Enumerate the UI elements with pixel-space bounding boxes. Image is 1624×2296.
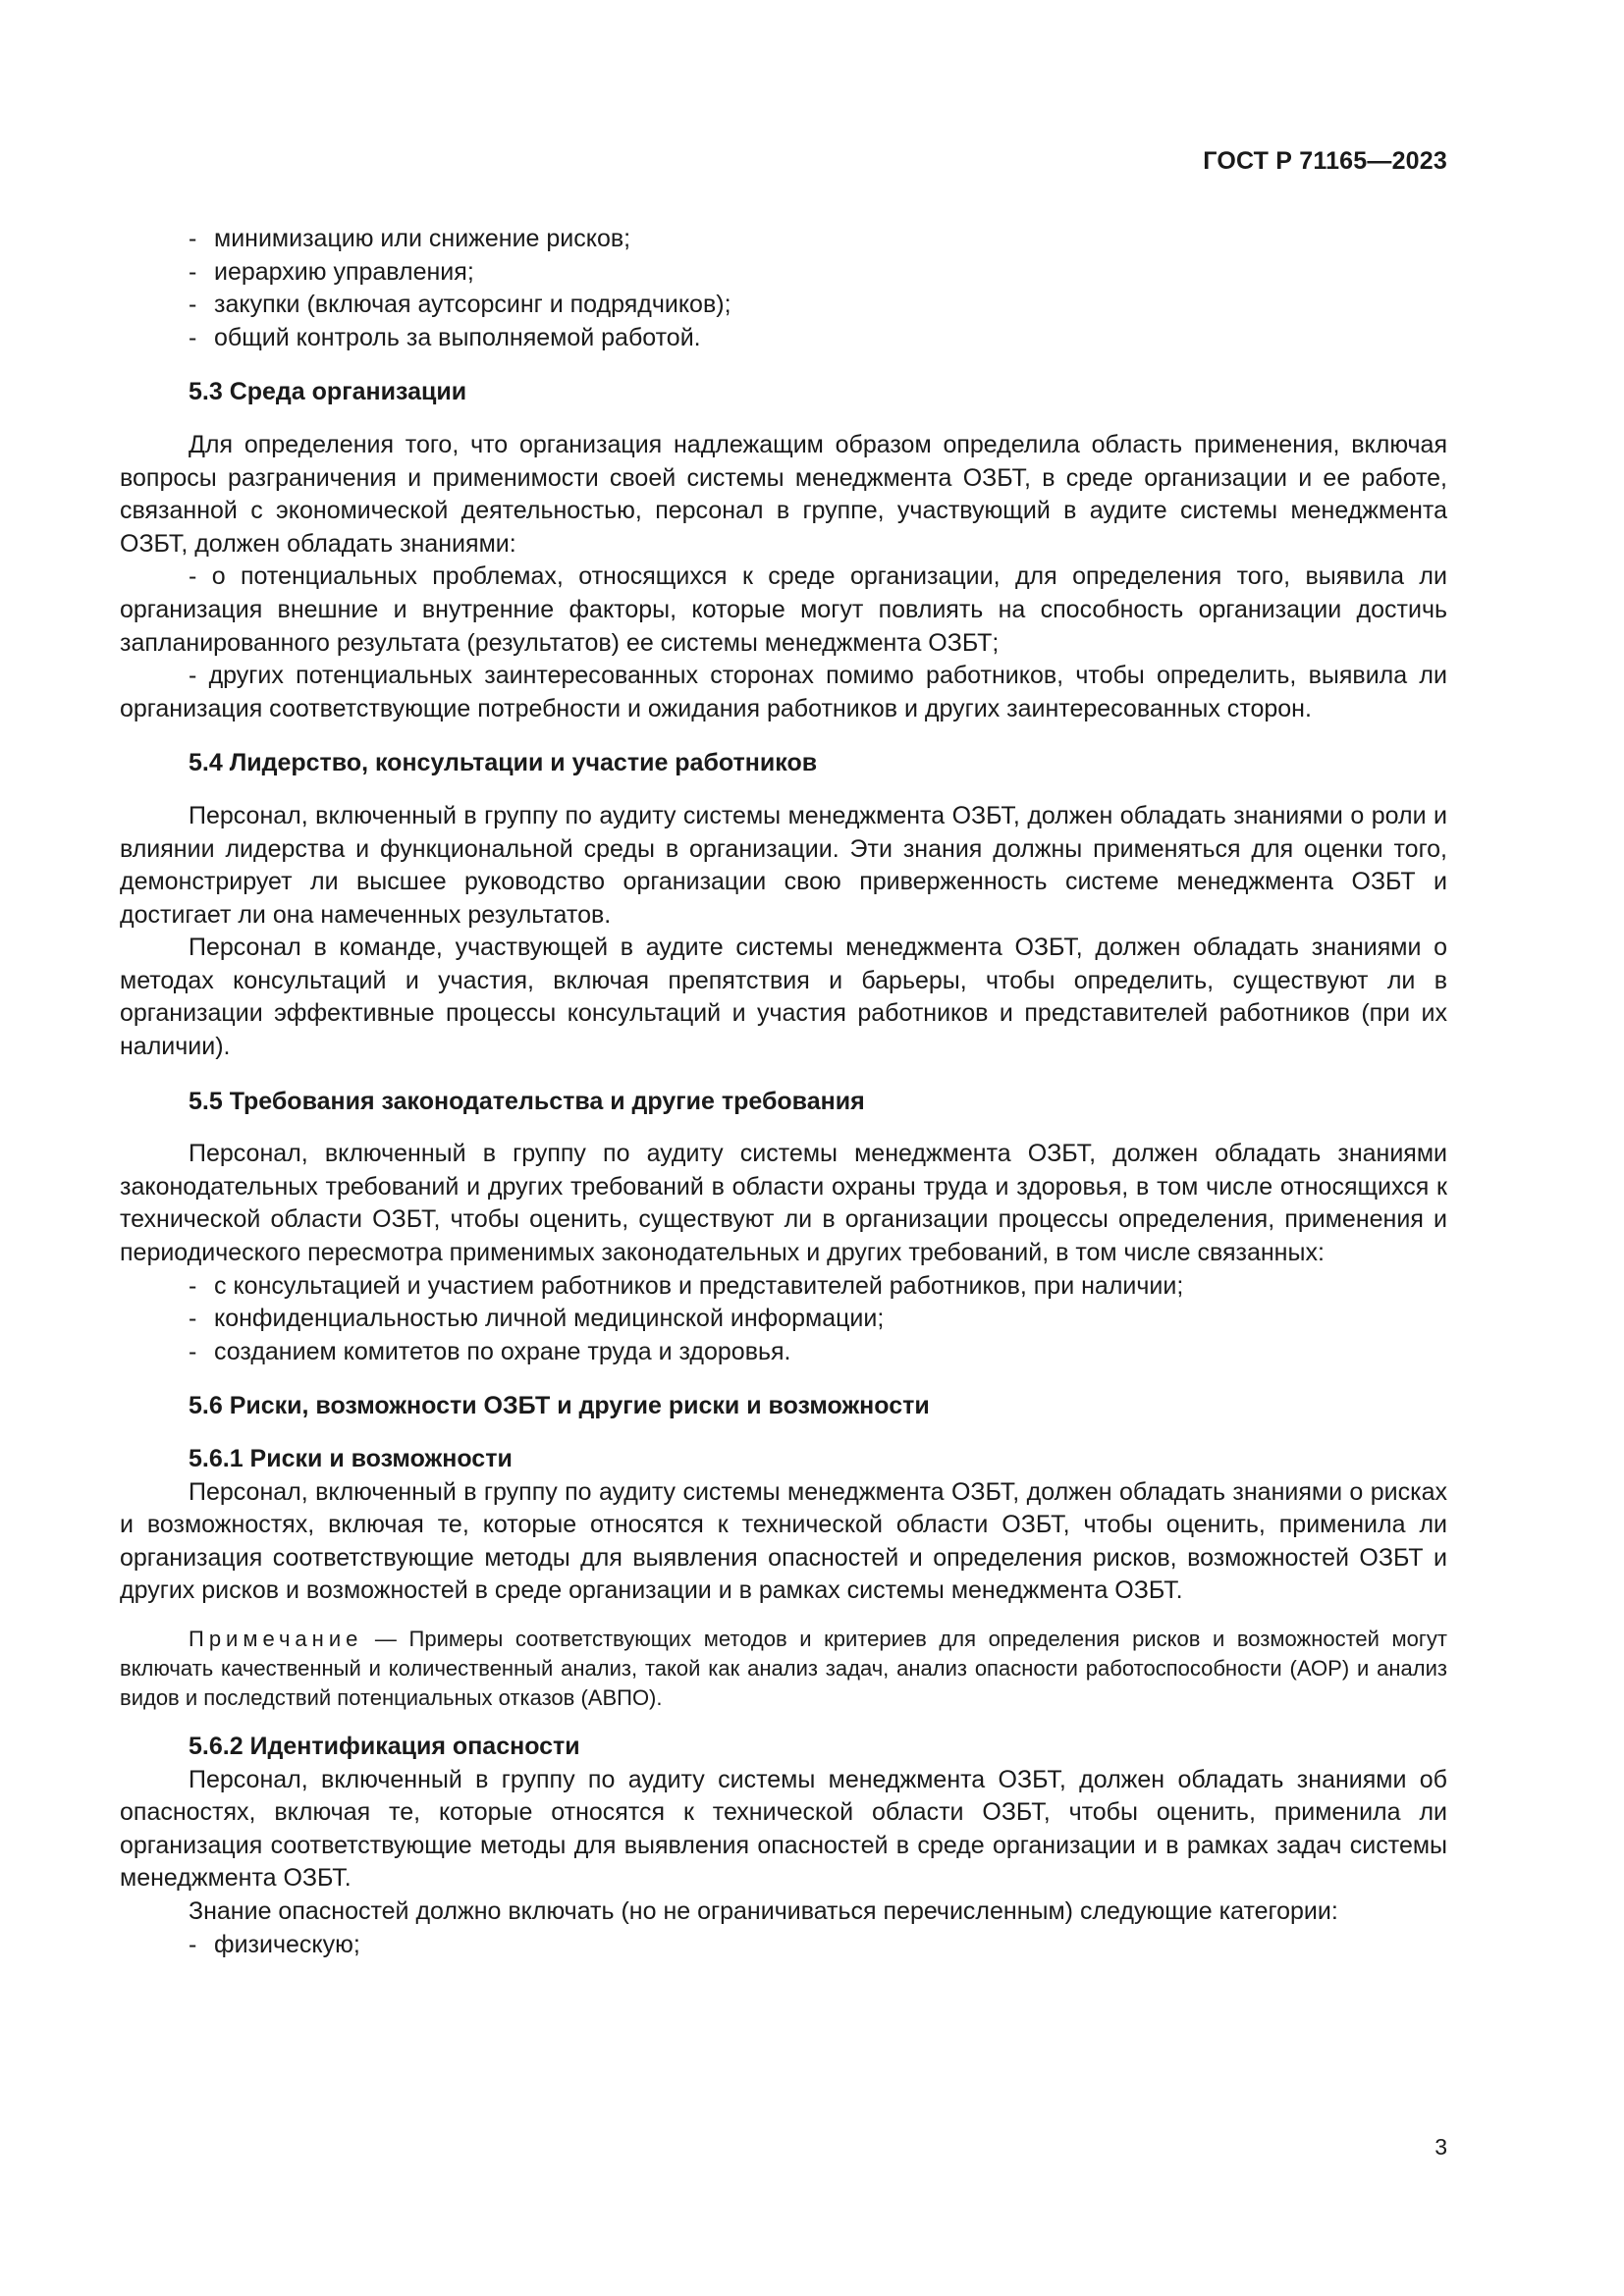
list-item: - иерархию управления;	[189, 257, 474, 286]
list-item: - физическую;	[189, 1930, 360, 1958]
section-heading-5-6: 5.6 Риски, возможности ОЗБТ и другие риски и возможности	[189, 1392, 930, 1420]
list-item: - о потенциальных проблемах, относящихся к среде организации, для определения того, выявила ли организация внешние и внутренние факторы, которые могут повлиять на способность организации достичь запланированного результата (результатов) ее системы менеджмента ОЗБТ;	[120, 562, 1447, 657]
list-item: - закупки (включая аутсорсинг и подрядчиков);	[189, 291, 731, 319]
list-item: - с консультацией и участием работников и представителей работников, при наличии;	[189, 1271, 1184, 1300]
paragraph: Персонал, включенный в группу по аудиту системы менеджмента ОЗБТ, должен обладать знаниями о рисках и возможностях, включая те, которые относятся к технической области ОЗБТ, чтобы оценить, применила ли организация соответствующие методы для выявления опасностей и определения рисков, возможностей ОЗБТ и других рисков и возможностей в среде организации и в рамках системы менеджмента ОЗБТ.	[120, 1477, 1447, 1605]
section-heading-5-4: 5.4 Лидерство, консультации и участие работников	[189, 749, 818, 777]
document-body	[120, 223, 1447, 1961]
paragraph: Для определения того, что организация надлежащим образом определила область применения, включая вопросы разграничения и применимости своей системы менеджмента ОЗБТ, в среде организации и ее работе, связанной с экономической деятельностью, персонал в группе, участвующий в аудите системы менеджмента ОЗБТ, должен обладать знаниями:	[120, 430, 1447, 558]
section-heading-5-5: 5.5 Требования законодательства и другие требования	[189, 1087, 865, 1115]
page-number: 3	[1435, 2134, 1447, 2160]
paragraph: Персонал в команде, участвующей в аудите системы менеджмента ОЗБТ, должен обладать знаниями о методах консультаций и участия, включая препятствия и барьеры, чтобы определить, существуют ли в организации эффективные процессы консультаций и участия работников и представителей работников (при их наличии).	[120, 934, 1447, 1061]
paragraph: Персонал, включенный в группу по аудиту системы менеджмента ОЗБТ, должен обладать знаниями о роли и влиянии лидерства и функциональной среды в организации. Эти знания должны применяться для оценки того, демонстрирует ли высшее руководство организации свою приверженность системе менеджмента ОЗБТ и достигает ли она намеченных результатов.	[120, 801, 1447, 929]
note-text: — Примеры соответствующих методов и критериев для определения рисков и возможностей могут включать качественный и количественный анализ, такой как анализ задач, анализ опасности работоспособности (АОР) и анализ видов и последствий потенциальных отказов (АВПО).	[120, 1626, 1447, 1710]
subsection-heading-5-6-2: 5.6.2 Идентификация опасности	[189, 1732, 580, 1760]
list-item: - конфиденциальностью личной медицинской информации;	[189, 1305, 885, 1333]
list-item: - минимизацию или снижение рисков;	[189, 225, 631, 252]
list-item: - созданием комитетов по охране труда и здоровья.	[189, 1337, 791, 1365]
list-item: - других потенциальных заинтересованных сторонах помимо работников, чтобы определить, выявила ли организация соответствующие потребности и ожидания работников и других заинтересованных сторон.	[120, 662, 1447, 722]
bullet-list-top	[120, 223, 1447, 354]
document-code-header: ГОСТ Р 71165—2023	[1203, 147, 1447, 175]
paragraph: Персонал, включенный в группу по аудиту системы менеджмента ОЗБТ, должен обладать знаниями об опасностях, включая те, которые относятся к технической области ОЗБТ, чтобы оценить, применила ли организация соответствующие методы для выявления опасностей в среде организации и в рамках задач системы менеджмента ОЗБТ.	[120, 1765, 1447, 1893]
paragraph: Знание опасностей должно включать (но не ограничиваться перечисленным) следующие категории:	[189, 1896, 1338, 1925]
section-heading-5-3: 5.3 Среда организации	[189, 378, 467, 406]
paragraph: Персонал, включенный в группу по аудиту системы менеджмента ОЗБТ, должен обладать знаниями законодательных требований и других требований в области охраны труда и здоровья, в том числе относящихся к технической области ОЗБТ, чтобы оценить, существуют ли в организации процессы определения, применения и периодического пересмотра применимых законодательных и других требований, в том числе связанных:	[120, 1140, 1447, 1267]
list-item: - общий контроль за выполняемой работой.	[189, 323, 701, 351]
note	[120, 1625, 1447, 1713]
note-label: Примечание	[189, 1626, 363, 1651]
subsection-heading-5-6-1: 5.6.1 Риски и возможности	[189, 1445, 513, 1472]
